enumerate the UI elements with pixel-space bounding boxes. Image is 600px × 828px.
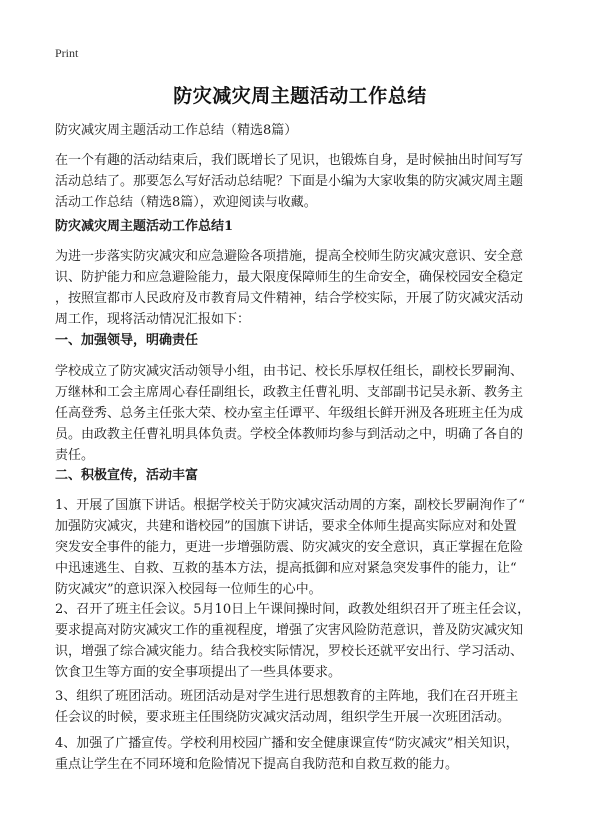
item-line: 2、召开了班主任会议。5月10日上午课间操时间，政教处组织召开了班主任会议，: [55, 602, 531, 617]
print-label[interactable]: Print: [55, 46, 79, 60]
document-subtitle: [55, 120, 552, 141]
heading-publicity: [55, 465, 552, 486]
paragraph-line: 学校成立了防灾减灾活动领导小组，由书记、校长乐厚权任组长，副校长罗嗣洵、: [55, 364, 524, 379]
intro-line: 在一个有趣的活动结束后，我们既增长了见识，也锻炼自身，是时候抽出时间写写: [55, 153, 524, 168]
section-intro-line: 周工作，现将活动情况汇报如下：: [55, 312, 251, 327]
paragraph-line: 员。由政教主任曹礼明具体负责。学校全体教师均参与到活动之中，明确了各自的: [55, 427, 524, 442]
item-line: 3、组织了班团活动。班团活动是对学生进行思想教育的主阵地，我们在召开班主: [55, 689, 519, 704]
list-item-teacher-meeting: [55, 599, 552, 683]
item-line: 重点让学生在不同环境和危险情况下提高自我防范和自救互救的能力。: [55, 757, 459, 772]
item-line: 任会议的时候，要求班主任围绕防灾减灾活动周，组织学生开展一次班团活动。: [55, 710, 511, 725]
item-line: 识，增强了综合减灾能力。结合我校实际情况，罗校长还就平安出行、学习活动、: [55, 644, 524, 659]
section-intro-paragraph: [55, 246, 552, 330]
intro-paragraph: [55, 150, 552, 213]
item-line: 防灾减灾”的意识深入校园每一位师生的心中。: [55, 582, 322, 597]
paragraph-line: 万继林和工会主席周心春任副组长，政教主任曹礼明、支部副书记吴永新、教务主: [55, 385, 524, 400]
item-line: 要求提高对防灾减灾工作的重视程度，增强了灾害风险防范意识，普及防灾减灾知: [55, 623, 524, 638]
document-title: 防灾减灾周主题活动工作总结: [173, 85, 427, 107]
section-intro-line: 识、防护能力和应急避险能力，最大限度保障师生的生命安全，确保校园安全稳定: [55, 270, 524, 285]
section-intro-line: 为进一步落实防灾减灾和应急避险各项措施，提高全校师生防灾减灾意识、安全意: [55, 249, 524, 264]
heading-text: 二、积极宣传，活动丰富: [55, 468, 199, 483]
paragraph-line: 责任。: [55, 448, 95, 463]
section-title-text: 防灾减灾周主题活动工作总结1: [55, 219, 234, 234]
list-item-flag-speech: [55, 495, 552, 600]
heading-leadership: [55, 330, 552, 351]
item-line: 4、加强了广播宣传。学校利用校园广播和安全健康课宣传“防灾减灾”相关知识，: [55, 736, 519, 751]
paragraph-line: 任高登秀、总务主任张大荣、校办室主任谭平、年级组长鲜开洲及各班班主任为成: [55, 406, 524, 421]
list-item-broadcast: [55, 733, 552, 775]
item-line: 突发安全事件的能力，更进一步增强防震、防灾减灾的安全意识，真正掌握在危险: [55, 540, 524, 555]
item-line: 饮食卫生等方面的安全事项提出了一些具体要求。: [55, 665, 342, 680]
section-title: [55, 216, 552, 237]
leadership-paragraph: [55, 361, 552, 466]
list-item-class-activity: [55, 686, 552, 728]
section-intro-line: ，按照宣都市人民政府及市教育局文件精神，结合学校实际，开展了防灾减灾活动: [55, 291, 524, 306]
intro-line: 活动总结了。那要怎么写好活动总结呢？下面是小编为大家收集的防灾减灾周主题: [55, 174, 524, 189]
heading-text: 一、加强领导，明确责任: [55, 333, 199, 348]
subtitle-text: 防灾减灾周主题活动工作总结（精选8篇）: [55, 123, 298, 138]
intro-line: 活动工作总结（精选8篇），欢迎阅读与收藏。: [55, 195, 317, 210]
item-line: 加强防灾减灾，共建和谐校园”的国旗下讲话，要求全体师生提高实际应对和处置: [55, 519, 517, 534]
item-line: 中迅速逃生、自救、互救的基本方法，提高抵御和应对紧急突发事件的能力，让“: [55, 561, 517, 576]
item-line: 1、开展了国旗下讲话。根据学校关于防灾减灾活动周的方案，副校长罗嗣洵作了“: [55, 498, 525, 513]
